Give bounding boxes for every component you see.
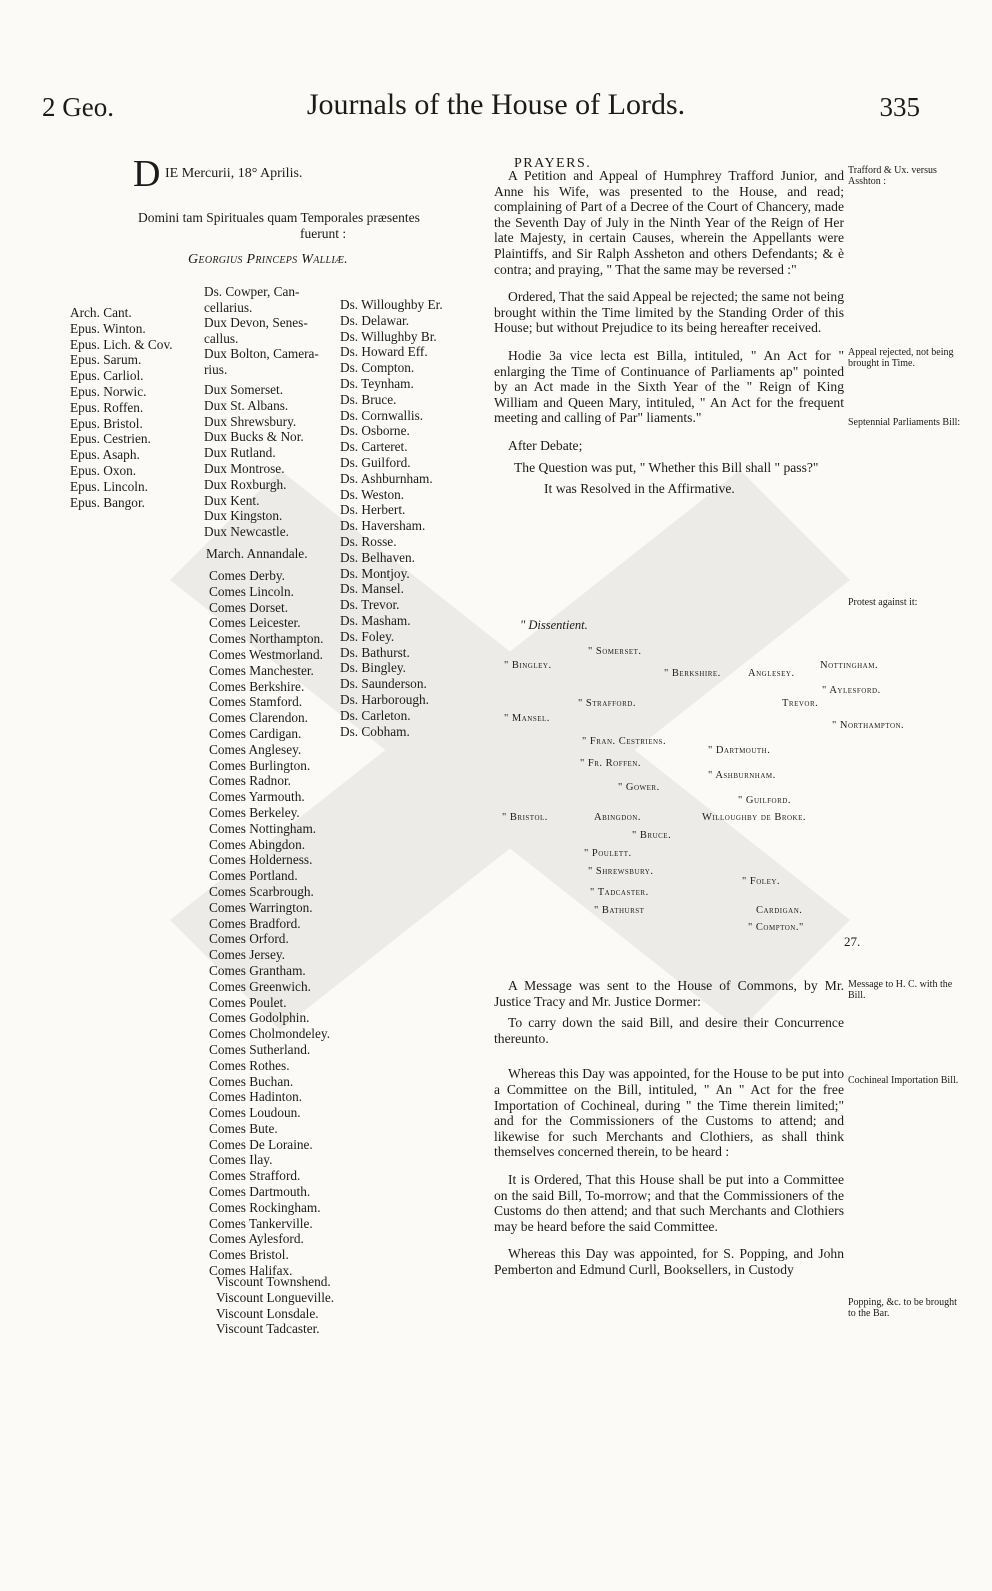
earl-entry: Comes Grantham.	[209, 962, 306, 978]
officer-entry: cellarius.	[204, 299, 253, 315]
officer-entry: Dux Bolton, Camera-	[204, 346, 319, 362]
viscounts-list	[216, 1274, 334, 1337]
baron-entry: Ds. Osborne.	[340, 423, 410, 439]
attendance-line: Domini tam Spirituales quam Temporales præsentes	[138, 210, 420, 225]
earl-entry: Comes Bute.	[209, 1120, 278, 1136]
earl-entry: Comes Bradford.	[209, 915, 301, 931]
earl-entry: Comes De Loraine.	[209, 1136, 313, 1152]
resolved-line: It was Resolved in the Affirmative.	[544, 481, 735, 497]
earl-entry: Comes Halifax.	[209, 1263, 293, 1279]
bishop-entry: Epus. Sarum.	[70, 352, 142, 368]
duke-entry: Dux Rutland.	[204, 445, 276, 461]
baron-entry: Ds. Ashburnham.	[340, 470, 433, 486]
viscount-entry: Viscount Lonsdale.	[216, 1305, 319, 1321]
dissenter: " Northampton.	[832, 720, 905, 731]
baron-entry: Ds. Weston.	[340, 486, 405, 502]
bishop-entry: Epus. Cestrien.	[70, 431, 151, 447]
attendance-line-end: fuerunt :	[300, 226, 347, 241]
dissenter: " Foley.	[742, 876, 781, 887]
duke-entry: Dux Montrose.	[204, 460, 285, 476]
baron-entry: Ds. Delawar.	[340, 312, 410, 328]
viscount-entry: Viscount Townshend.	[216, 1274, 331, 1289]
dissenter: " Guilford.	[738, 795, 791, 806]
baron-entry: Ds. Herbert.	[340, 502, 406, 518]
dissenter: Trevor.	[782, 698, 819, 709]
officer-entry: Dux Devon, Senes-	[204, 315, 308, 331]
duke-entry: Dux Somerset.	[204, 382, 284, 397]
dissenter: " Gower.	[618, 782, 660, 793]
dissenter: " Bristol.	[502, 812, 548, 823]
prince-line: Georgius Princeps Walliæ.	[188, 252, 348, 267]
bishop-entry: Epus. Asaph.	[70, 447, 140, 463]
bishop-entry: Epus. Oxon.	[70, 462, 137, 478]
earl-entry: Comes Clarendon.	[209, 710, 308, 726]
earl-entry: Comes Cholmondeley.	[209, 1026, 331, 1042]
earl-entry: Comes Greenwich.	[209, 978, 311, 994]
baron-entry: Ds. Montjoy.	[340, 565, 410, 581]
baron-entry: Ds. Willughby Br.	[340, 328, 437, 344]
margin-note: Protest against it:	[848, 597, 918, 608]
duke-entry: Dux Newcastle.	[204, 524, 289, 540]
cochineal-order: It is Ordered, That this House shall be put into a Committee on the said Bill, To-morrow; and that the Commissioners of the Customs do then attend; and that such Merchants and Clothiers may be heard before the said Committee.	[494, 1171, 844, 1234]
earl-entry: Comes Hadinton.	[209, 1089, 303, 1105]
margin-note: Popping, &c. to be brought to the Bar.	[848, 1297, 957, 1319]
page-number: 335	[879, 92, 920, 122]
earl-entry: Comes Radnor.	[209, 773, 291, 789]
duke-entry: Dux Kent.	[204, 492, 260, 508]
earl-entry: Comes Dorset.	[209, 599, 289, 615]
proceedings-lower	[494, 978, 844, 1290]
barons-list	[340, 297, 443, 739]
marquess-line: March. Annandale.	[206, 546, 308, 561]
earl-entry: Comes Loudoun.	[209, 1105, 301, 1121]
baron-entry: Ds. Guilford.	[340, 454, 411, 470]
earl-entry: Comes Anglesey.	[209, 741, 302, 757]
dissenter: Cardigan.	[756, 905, 803, 916]
margin-note: Trafford & Ux. versus Asshton :	[848, 165, 937, 187]
earl-entry: Comes Holderness.	[209, 852, 313, 868]
earl-entry: Comes Poulet.	[209, 994, 287, 1010]
earls-list	[209, 568, 330, 1279]
cochineal-paragraph: Whereas this Day was appointed, for the House to be put into a Committee on the Bill, intituled, " An " Act for the free Importation of Cochineal, during " the Time therein limited;" and for the Commissioners of the Customs to attend; and likewise for such Merchants and Clothiers, as shall think themselves concerned therein, to be heard :	[494, 1066, 844, 1160]
after-debate: After Debate;	[508, 437, 583, 453]
message-paragraph: A Message was sent to the House of Commons, by Mr. Justice Tracy and Mr. Justice Dormer:	[494, 978, 844, 1009]
earl-entry: Comes Jersey.	[209, 947, 285, 963]
duke-entry: Dux Roxburgh.	[204, 476, 287, 492]
earl-entry: Comes Godolphin.	[209, 1010, 310, 1026]
duke-entry: Dux Kingston.	[204, 508, 283, 524]
earl-entry: Comes Burlington.	[209, 757, 311, 773]
earl-entry: Comes Leicester.	[209, 615, 301, 631]
baron-entry: Ds. Cornwallis.	[340, 407, 424, 423]
baron-entry: Ds. Teynham.	[340, 375, 414, 391]
officer-entry: callus.	[204, 330, 239, 346]
earl-entry: Comes Strafford.	[209, 1168, 301, 1184]
officers-list	[204, 284, 319, 378]
earl-entry: Comes Orford.	[209, 931, 289, 947]
baron-entry: Ds. Haversham.	[340, 518, 426, 534]
baron-entry: Ds. Carleton.	[340, 707, 411, 723]
baron-entry: Ds. Compton.	[340, 360, 415, 376]
bishop-entry: Epus. Lich. & Cov.	[70, 336, 173, 352]
earl-entry: Comes Tankerville.	[209, 1215, 313, 1231]
dissenter: " Shrewsbury.	[588, 866, 654, 877]
earl-entry: Comes Rothes.	[209, 1057, 290, 1073]
earl-entry: Comes Lincoln.	[209, 583, 294, 599]
dukes-list	[204, 382, 304, 540]
petition-paragraph: A Petition and Appeal of Humphrey Trafford Junior, and Anne his Wife, was presented to the House, and read; complaining of Part of a Decree of the Court of Chancery, made the Seventh Day of July in the Ninth Year of the Reign of Her late Majesty, in certain Causes, wherein the Appellants were Plaintiffs, and Sir Ralph Assheton and others Defendants; & è contra; and praying, " That the same may be reversed :"	[494, 168, 844, 277]
dissenter: Anglesey.	[748, 668, 795, 679]
header-title: Journals of the House of Lords.	[306, 88, 686, 121]
dissenter: " Ashburnham.	[708, 770, 776, 781]
earl-entry: Comes Dartmouth.	[209, 1184, 311, 1200]
date-line: IE Mercurii, 18° Aprilis.	[165, 166, 303, 181]
message-purpose: To carry down the said Bill, and desire their Concurrence thereunto.	[494, 1015, 844, 1046]
earl-entry: Comes Scarbrough.	[209, 883, 314, 899]
earl-entry: Comes Stamford.	[209, 694, 303, 710]
baron-entry: Ds. Foley.	[340, 628, 395, 644]
header-session: 2 Geo.	[42, 92, 114, 122]
bill-paragraph: Hodie 3a vice lecta est Billa, intituled, " An Act for " enlarging the Time of Continuance of Parliaments ap" pointed by an Act made in the Sixth Year of the " Reign of King William and Queen Mary, intituled, " An Act for the frequent meeting and calling of Par" liaments."	[494, 347, 844, 426]
earl-entry: Comes Cardigan.	[209, 725, 302, 741]
dissenter: " Aylesford.	[822, 685, 881, 696]
bishop-entry: Epus. Lincoln.	[70, 478, 148, 494]
earl-entry: Comes Sutherland.	[209, 1041, 311, 1057]
duke-entry: Dux St. Albans.	[204, 397, 289, 413]
baron-entry: Ds. Bathurst.	[340, 644, 410, 660]
dropcap: D	[133, 153, 161, 195]
duke-entry: Dux Bucks & Nor.	[204, 429, 304, 445]
margin-note: Message to H. C. with the Bill.	[848, 979, 953, 1001]
earl-entry: Comes Derby.	[209, 568, 285, 583]
baron-entry: Ds. Trevor.	[340, 597, 400, 613]
officer-entry: Ds. Cowper, Can-	[204, 284, 300, 299]
popping-paragraph: Whereas this Day was appointed, for S. Popping, and John Pemberton and Edmund Curll, Booksellers, in Custody	[494, 1246, 844, 1277]
baron-entry: Ds. Willoughby Er.	[340, 297, 443, 312]
baron-entry: Ds. Masham.	[340, 612, 411, 628]
earl-entry: Comes Abingdon.	[209, 836, 306, 852]
earl-entry: Comes Westmorland.	[209, 646, 323, 662]
dissentient-label: " Dissentient.	[520, 618, 588, 632]
dissenter: " Mansel.	[504, 713, 550, 724]
earl-entry: Comes Warrington.	[209, 899, 313, 915]
earl-entry: Comes Portland.	[209, 868, 298, 884]
bishop-entry: Epus. Carliol.	[70, 368, 144, 384]
baron-entry: Ds. Rosse.	[340, 533, 397, 549]
proceedings-upper	[494, 168, 844, 509]
dissenter: " Somerset.	[588, 646, 642, 657]
earl-entry: Comes Manchester.	[209, 662, 314, 678]
margin-note: Cochineal Importation Bill.	[848, 1075, 959, 1086]
dissenter: " Strafford.	[578, 698, 636, 709]
question-line: The Question was put, " Whether this Bill shall " pass?"	[514, 459, 819, 475]
baron-entry: Ds. Mansel.	[340, 581, 404, 597]
earl-entry: Comes Yarmouth.	[209, 789, 305, 805]
dissenter: " Bingley.	[504, 660, 552, 671]
protest-number: 27.	[844, 934, 861, 949]
earl-entry: Comes Nottingham.	[209, 820, 317, 836]
dissenter: " Fran. Cestriens.	[582, 736, 667, 747]
earl-entry: Comes Northampton.	[209, 631, 324, 647]
earl-entry: Comes Aylesford.	[209, 1231, 304, 1247]
dissenter: Nottingham.	[820, 660, 879, 671]
bishop-entry: Epus. Bristol.	[70, 415, 143, 431]
baron-entry: Ds. Harborough.	[340, 691, 430, 707]
bishop-entry: Epus. Norwic.	[70, 383, 147, 399]
earl-entry: Comes Bristol.	[209, 1247, 289, 1263]
prayers-heading: PRAYERS.	[514, 156, 592, 171]
margin-note: Septennial Parliaments Bill:	[848, 417, 961, 428]
dissenter: " Compton."	[748, 922, 804, 933]
dissenter: " Fr. Roffen.	[580, 758, 641, 769]
dissenter: Abingdon.	[594, 812, 641, 823]
baron-entry: Ds. Belhaven.	[340, 549, 415, 565]
earl-entry: Comes Rockingham.	[209, 1199, 321, 1215]
bishops-list	[70, 305, 173, 510]
bishop-entry: Epus. Bangor.	[70, 494, 145, 510]
baron-entry: Ds. Bruce.	[340, 391, 397, 407]
dissenter: " Dartmouth.	[708, 745, 771, 756]
baron-entry: Ds. Saunderson.	[340, 676, 427, 692]
dissenter: " Tadcaster.	[590, 887, 649, 898]
duke-entry: Dux Shrewsbury.	[204, 413, 297, 429]
bishop-entry: Epus. Winton.	[70, 320, 146, 336]
earl-entry: Comes Buchan.	[209, 1073, 294, 1089]
dissenter: " Berkshire.	[664, 668, 721, 679]
order-paragraph: Ordered, That the said Appeal be rejected; the same not being brought within the Time limited by the Standing Order of this House; but without Prejudice to its being hereafter received.	[494, 289, 844, 336]
baron-entry: Ds. Howard Eff.	[340, 344, 428, 360]
baron-entry: Ds. Cobham.	[340, 723, 410, 739]
earl-entry: Comes Ilay.	[209, 1152, 273, 1168]
earl-entry: Comes Berkeley.	[209, 804, 300, 820]
dissenter: " Bruce.	[632, 830, 672, 841]
viscount-entry: Viscount Tadcaster.	[216, 1321, 320, 1337]
dissenter: " Bathurst	[594, 905, 645, 916]
viscount-entry: Viscount Longueville.	[216, 1289, 335, 1305]
bishop-entry: Arch. Cant.	[70, 305, 132, 320]
bishop-entry: Epus. Roffen.	[70, 399, 144, 415]
margin-note: Appeal rejected, not being brought in Time.	[848, 347, 954, 369]
baron-entry: Ds. Bingley.	[340, 660, 406, 676]
dissenter: " Poulett.	[584, 848, 632, 859]
officer-entry: rius.	[204, 361, 228, 377]
baron-entry: Ds. Carteret.	[340, 439, 408, 455]
dissenter: Willoughby de Broke.	[702, 812, 807, 823]
earl-entry: Comes Berkshire.	[209, 678, 305, 694]
